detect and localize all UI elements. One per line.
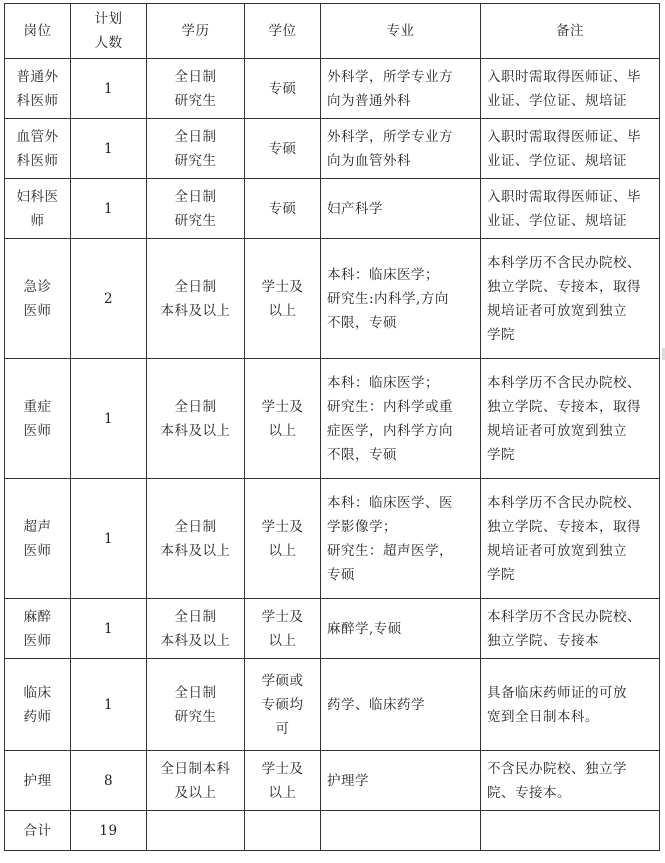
cell-education: 全日制 本科及以上 (147, 479, 245, 599)
cell-count: 1 (71, 179, 147, 239)
cell-degree: 学硕或 专硕均 可 (245, 659, 321, 751)
table-row (5, 179, 660, 239)
table-body (5, 4, 660, 851)
cell-position: 护理 (5, 751, 71, 811)
cell-notes: 入职时需取得医师证、毕 业证、学位证、规培证 (481, 179, 660, 239)
table-row (5, 359, 660, 479)
cell-position: 妇科医 师 (5, 179, 71, 239)
total-label: 合计 (5, 811, 71, 851)
table-row (5, 479, 660, 599)
cell-count: 1 (71, 599, 147, 659)
cell-education: 全日制 本科及以上 (147, 239, 245, 359)
empty-cell (147, 811, 245, 851)
cell-major: 护理学 (321, 751, 481, 811)
cell-notes: 不含民办院校、独立学 院、专接本。 (481, 751, 660, 811)
cell-notes: 本科学历不含民办院校、 独立学院、专接本，取得 规培证者可放宽到独立 学院 (481, 239, 660, 359)
cell-major: 药学、临床药学 (321, 659, 481, 751)
cell-count: 1 (71, 359, 147, 479)
cell-degree: 专硕 (245, 179, 321, 239)
cell-notes: 本科学历不含民办院校、 独立学院、专接本，取得 规培证者可放宽到独立 学院 (481, 479, 660, 599)
header-degree: 学位 (245, 4, 321, 59)
table-row (5, 751, 660, 811)
cell-count: 8 (71, 751, 147, 811)
cell-notes: 入职时需取得医师证、毕 业证、学位证、规培证 (481, 59, 660, 119)
table-row (5, 659, 660, 751)
empty-cell (321, 811, 481, 851)
total-count: 19 (71, 811, 147, 851)
cell-position: 普通外 科医师 (5, 59, 71, 119)
header-row (5, 4, 660, 59)
cell-education: 全日制 研究生 (147, 659, 245, 751)
cell-education: 全日制 研究生 (147, 179, 245, 239)
cell-degree: 学士及 以上 (245, 359, 321, 479)
cell-degree: 专硕 (245, 119, 321, 179)
table-row (5, 59, 660, 119)
cell-position: 血管外 科医师 (5, 119, 71, 179)
cell-major: 麻醉学,专硕 (321, 599, 481, 659)
cell-notes: 本科学历不含民办院校、 独立学院、专接本，取得 规培证者可放宽到独立 学院 (481, 359, 660, 479)
table-row (5, 119, 660, 179)
table-row (5, 599, 660, 659)
cell-degree: 学士及 以上 (245, 599, 321, 659)
empty-cell (481, 811, 660, 851)
total-row (5, 811, 660, 851)
header-position: 岗位 (5, 4, 71, 59)
cell-notes: 本科学历不含民办院校、 独立学院、专接本 (481, 599, 660, 659)
cell-education: 全日制 研究生 (147, 59, 245, 119)
cell-position: 重症 医师 (5, 359, 71, 479)
cell-position: 临床 药师 (5, 659, 71, 751)
cell-position: 麻醉 医师 (5, 599, 71, 659)
cell-degree: 学士及 以上 (245, 479, 321, 599)
header-major: 专业 (321, 4, 481, 59)
cell-count: 1 (71, 59, 147, 119)
cell-count: 1 (71, 659, 147, 751)
cell-major: 本科：临床医学； 研究生：内科学或重 症医学，内科学方向 不限，专硕 (321, 359, 481, 479)
cell-notes: 具备临床药师证的可放 宽到全日制本科。 (481, 659, 660, 751)
cell-education: 全日制 本科及以上 (147, 599, 245, 659)
cell-major: 外科学，所学专业方 向为普通外科 (321, 59, 481, 119)
cell-count: 1 (71, 479, 147, 599)
cell-major: 本科：临床医学、医 学影像学； 研究生：超声医学， 专硕 (321, 479, 481, 599)
cell-degree: 学士及 以上 (245, 239, 321, 359)
cell-count: 2 (71, 239, 147, 359)
cell-degree: 专硕 (245, 59, 321, 119)
cell-education: 全日制 研究生 (147, 119, 245, 179)
header-count: 计划 人数 (71, 4, 147, 59)
empty-cell (245, 811, 321, 851)
cell-education: 全日制本科 及以上 (147, 751, 245, 811)
cell-count: 1 (71, 119, 147, 179)
table-row (5, 239, 660, 359)
cell-major: 妇产科学 (321, 179, 481, 239)
cell-major: 本科：临床医学； 研究生:内科学,方向 不限，专硕 (321, 239, 481, 359)
cell-education: 全日制 本科及以上 (147, 359, 245, 479)
header-education: 学历 (147, 4, 245, 59)
recruitment-table (4, 3, 660, 851)
header-notes: 备注 (481, 4, 660, 59)
cell-notes: 入职时需取得医师证、毕 业证、学位证、规培证 (481, 119, 660, 179)
cell-position: 急诊 医师 (5, 239, 71, 359)
cell-position: 超声 医师 (5, 479, 71, 599)
cell-degree: 学士及 以上 (245, 751, 321, 811)
cell-major: 外科学，所学专业方 向为血管外科 (321, 119, 481, 179)
